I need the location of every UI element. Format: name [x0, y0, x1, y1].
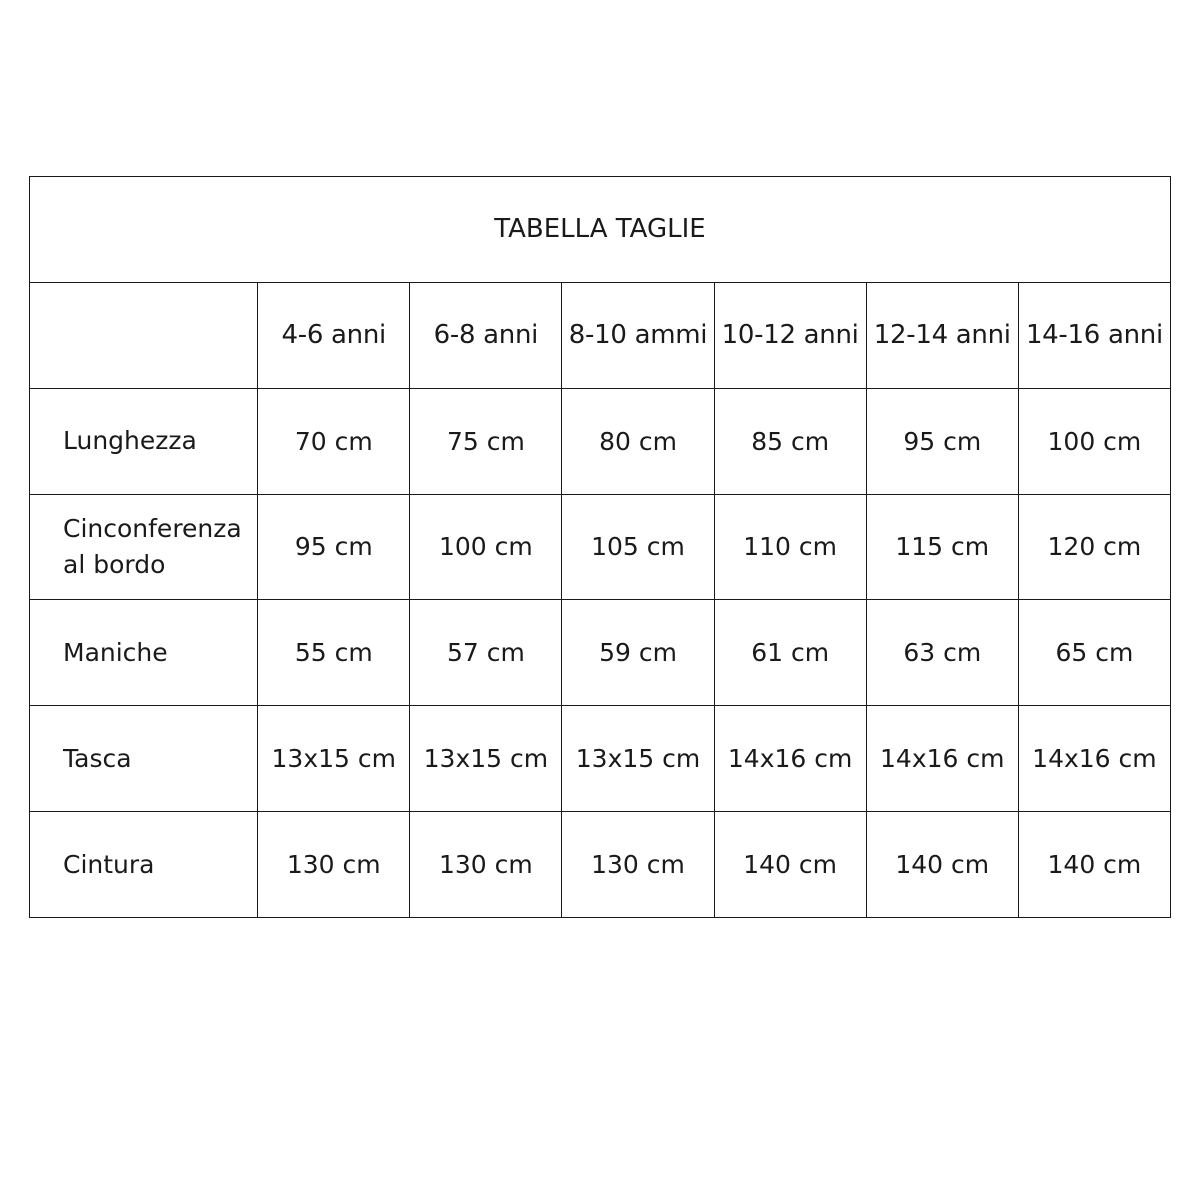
table-cell: 13x15 cm [410, 706, 562, 812]
table-cell: 61 cm [714, 600, 866, 706]
table-cell: 140 cm [714, 812, 866, 918]
table-cell: 14x16 cm [714, 706, 866, 812]
table-row-cinconferenza [30, 494, 1171, 600]
table-cell: 105 cm [562, 494, 714, 600]
size-header-4-6: 4-6 anni [258, 282, 410, 388]
size-chart-table [29, 176, 1171, 918]
table-cell: 115 cm [866, 494, 1018, 600]
table-cell: 130 cm [410, 812, 562, 918]
table-cell: 55 cm [258, 600, 410, 706]
row-label-cintura: Cintura [30, 812, 258, 918]
row-label-cinconferenza: Cinconferenza al bordo [30, 494, 258, 600]
size-header-10-12: 10-12 anni [714, 282, 866, 388]
table-cell: 70 cm [258, 388, 410, 494]
table-row-maniche [30, 600, 1171, 706]
table-cell: 140 cm [1018, 812, 1170, 918]
table-cell: 120 cm [1018, 494, 1170, 600]
table-cell: 13x15 cm [258, 706, 410, 812]
row-label-lunghezza: Lunghezza [30, 388, 258, 494]
table-cell: 57 cm [410, 600, 562, 706]
table-row-cintura [30, 812, 1171, 918]
table-cell: 13x15 cm [562, 706, 714, 812]
table-cell: 130 cm [258, 812, 410, 918]
row-label-tasca: Tasca [30, 706, 258, 812]
table-title: TABELLA TAGLIE [30, 177, 1171, 283]
table-cell: 95 cm [866, 388, 1018, 494]
table-cell: 14x16 cm [866, 706, 1018, 812]
table-header-row [30, 282, 1171, 388]
row-label-maniche: Maniche [30, 600, 258, 706]
table-row-tasca [30, 706, 1171, 812]
table-cell: 14x16 cm [1018, 706, 1170, 812]
table-cell: 95 cm [258, 494, 410, 600]
table-cell: 85 cm [714, 388, 866, 494]
size-header-8-10: 8-10 ammi [562, 282, 714, 388]
table-cell: 80 cm [562, 388, 714, 494]
table-cell: 63 cm [866, 600, 1018, 706]
table-cell: 75 cm [410, 388, 562, 494]
header-corner-cell [30, 282, 258, 388]
table-cell: 110 cm [714, 494, 866, 600]
table-cell: 140 cm [866, 812, 1018, 918]
table-title-row [30, 177, 1171, 283]
table-cell: 100 cm [1018, 388, 1170, 494]
table-row-lunghezza [30, 388, 1171, 494]
size-header-12-14: 12-14 anni [866, 282, 1018, 388]
table-cell: 65 cm [1018, 600, 1170, 706]
table-cell: 100 cm [410, 494, 562, 600]
size-header-14-16: 14-16 anni [1018, 282, 1170, 388]
table-cell: 130 cm [562, 812, 714, 918]
table-cell: 59 cm [562, 600, 714, 706]
size-header-6-8: 6-8 anni [410, 282, 562, 388]
